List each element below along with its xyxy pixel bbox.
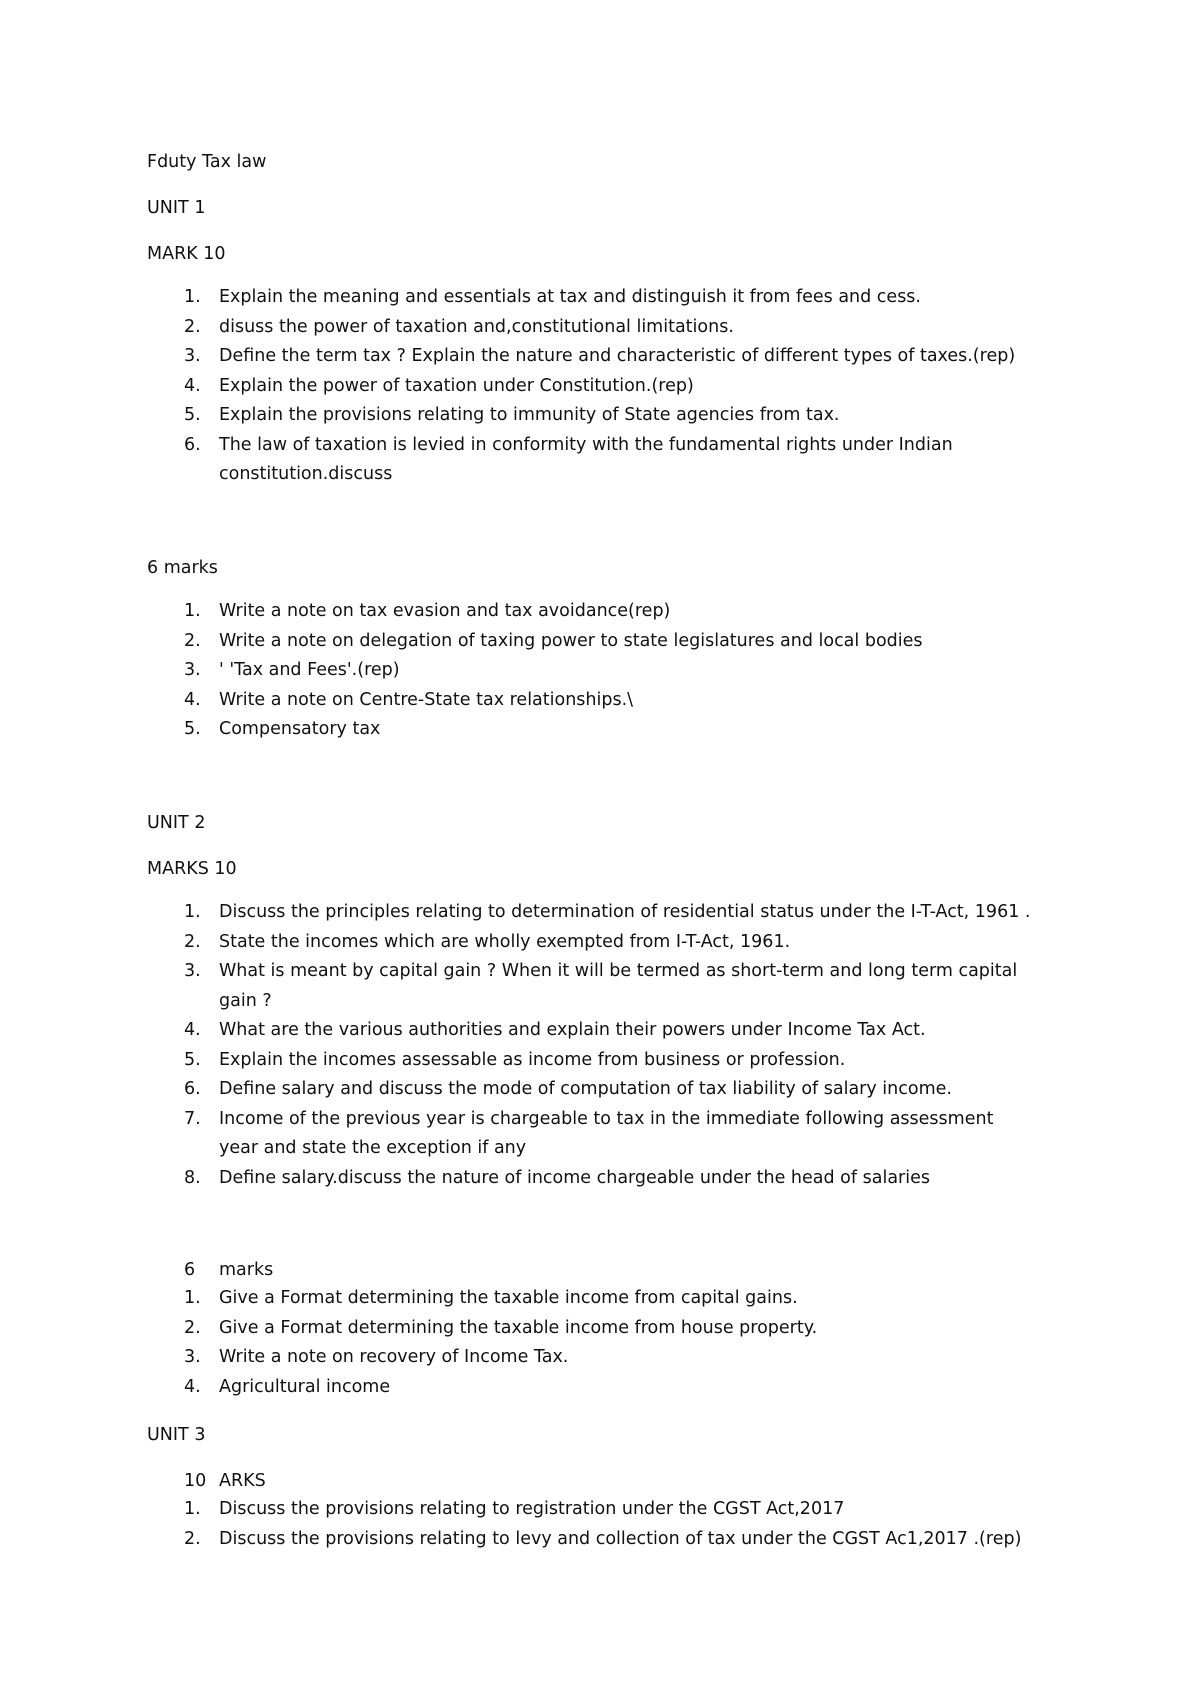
list-item: 1. Write a note on tax evasion and tax avoidance(rep) (184, 601, 671, 621)
list-item: 8. Define salary.discuss the nature of income chargeable under the head of salaries (184, 1167, 930, 1188)
list-item: 2. Discuss the provisions relating to levy and collection of tax under the CGST Ac1,2017 .(rep) (184, 1528, 1022, 1549)
list-item: 4. Write a note on Centre-State tax relationships.\ (184, 689, 634, 710)
list-item: 4. Explain the power of taxation under Constitution.(rep) (184, 375, 694, 396)
list-item: 3. Define the term tax ? Explain the nature and characteristic of different types of taxes.(rep) (184, 346, 1016, 366)
unit-2-6-marks-heading-number: 6 (184, 1260, 196, 1280)
unit-3-10-marks-heading-number: 10 (184, 1471, 207, 1491)
unit-1-mark-10-list (147, 283, 1139, 490)
list-item: 5. Explain the provisions relating to immunity of State agencies from tax. (184, 405, 840, 425)
unit-1-6-marks-heading: 6 marks (147, 558, 218, 578)
unit-1-mark-10-heading: MARK 10 (147, 244, 226, 264)
unit-1-title: UNIT 1 (147, 198, 206, 218)
list-item: 2. State the incomes which are wholly exempted from I-T-Act, 1961. (184, 931, 791, 952)
list-item: 2. disuss the power of taxation and,constitutional limitations. (184, 316, 734, 337)
unit-2-title: UNIT 2 (147, 813, 206, 833)
document-title: Fduty Tax law (147, 152, 267, 172)
list-item: 7. Income of the previous year is chargeable to tax in the immediate following assessment year and state the exception if any (184, 1108, 994, 1158)
list-item: 1. Give a Format determining the taxable income from capital gains. (184, 1288, 798, 1308)
list-item: 4. What are the various authorities and explain their powers under Income Tax Act. (184, 1020, 926, 1040)
list-item: 1. Discuss the principles relating to determination of residential status under the I-T-Act, 1961 . (184, 902, 1031, 922)
list-item: 3. ' 'Tax and Fees'.(rep) (184, 660, 400, 680)
list-item: 5. Explain the incomes assessable as income from business or profession. (184, 1049, 846, 1070)
list-item: 6. Define salary and discuss the mode of computation of tax liability of salary income. (184, 1079, 952, 1099)
list-item: 1. Discuss the provisions relating to registration under the CGST Act,2017 (184, 1499, 845, 1519)
list-item: 2. Give a Format determining the taxable income from house property. (184, 1317, 818, 1338)
unit-1-6-marks-list (147, 597, 1139, 745)
list-item: 5. Compensatory tax (184, 719, 381, 739)
unit-3-title: UNIT 3 (147, 1425, 206, 1445)
unit-2-marks-10-list (147, 898, 1139, 1193)
unit-2-marks-10-heading: MARKS 10 (147, 859, 237, 879)
unit-2-6-marks-list (147, 1284, 1139, 1402)
list-item: 1. Explain the meaning and essentials at tax and distinguish it from fees and cess. (184, 287, 921, 307)
list-item: 3. What is meant by capital gain ? When it will be termed as short-term and long term capital gain ? (184, 961, 1018, 1011)
unit-2-6-marks-heading-word: marks (219, 1260, 274, 1280)
unit-3-10-marks-list (147, 1495, 1139, 1554)
list-item: 6. The law of taxation is levied in conformity with the fundamental rights under Indian constitution.discuss (184, 434, 953, 484)
list-item: 4. Agricultural income (184, 1376, 391, 1397)
list-item: 2. Write a note on delegation of taxing power to state legislatures and local bodies (184, 630, 923, 651)
list-item: 3. Write a note on recovery of Income Tax. (184, 1347, 569, 1367)
unit-3-10-marks-heading-word: ARKS (219, 1471, 266, 1491)
